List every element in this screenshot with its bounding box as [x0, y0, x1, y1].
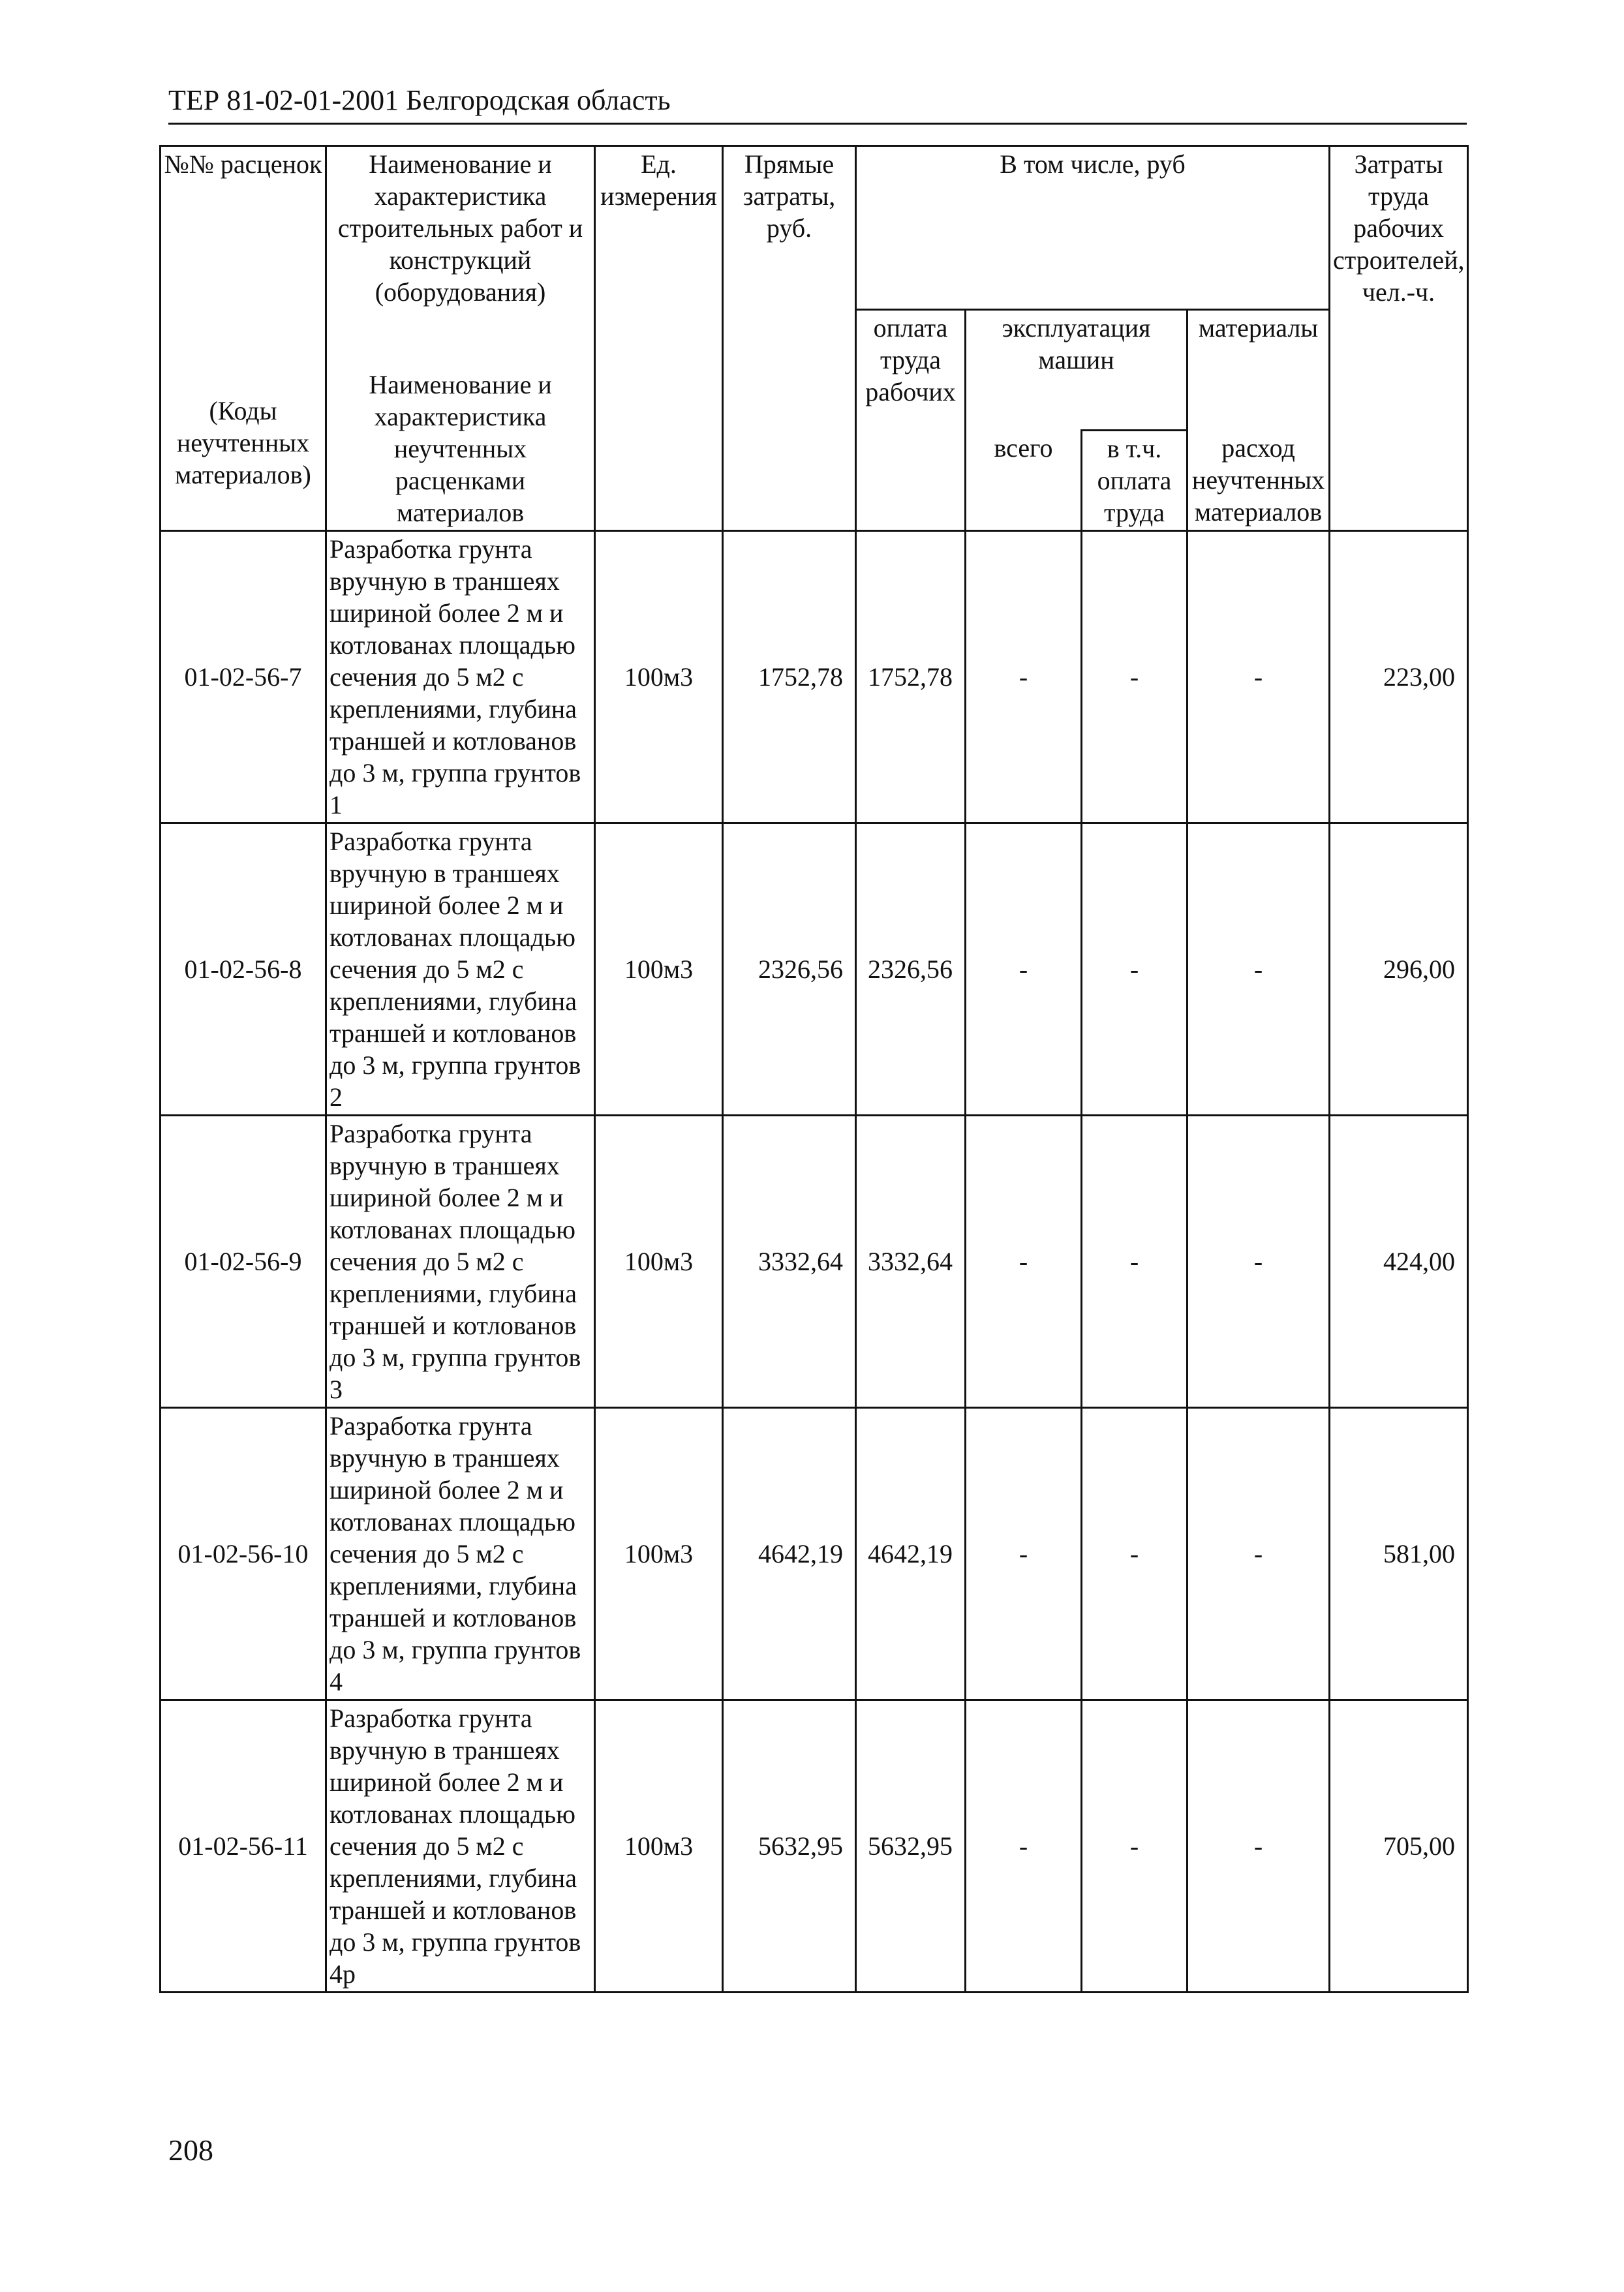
row-labor-cost: 424,00	[1330, 1116, 1468, 1408]
header-mach-labor: в т.ч. оплата труда	[1082, 431, 1187, 531]
row-mach-total: -	[966, 823, 1082, 1116]
header-code-alt: (Коды неучтенных материалов)	[175, 396, 311, 489]
header-machines: эксплуатация машин	[966, 309, 1187, 431]
row-code: 01-02-56-10	[161, 1408, 326, 1700]
row-materials: -	[1187, 1408, 1330, 1700]
header-name-alt-cell	[326, 309, 595, 531]
row-unit: 100м3	[595, 1700, 723, 1993]
row-mach-labor: -	[1082, 531, 1187, 823]
header-code-alt-cell	[161, 309, 326, 531]
table-row	[161, 823, 1468, 1116]
row-code: 01-02-56-9	[161, 1116, 326, 1408]
page-number: 208	[168, 2133, 213, 2167]
header-labor-pay: оплата труда рабочих	[856, 309, 966, 531]
header-mach-total: всего	[966, 431, 1082, 531]
row-mach-labor: -	[1082, 1116, 1187, 1408]
row-mach-total: -	[966, 531, 1082, 823]
row-materials: -	[1187, 1116, 1330, 1408]
page-header	[168, 82, 1467, 125]
row-mach-total: -	[966, 1700, 1082, 1993]
row-labor-pay: 1752,78	[856, 531, 966, 823]
table-row	[161, 531, 1468, 823]
row-code: 01-02-56-8	[161, 823, 326, 1116]
header-incl: В том числе, руб	[856, 146, 1330, 310]
row-mach-labor: -	[1082, 1700, 1187, 1993]
table-row	[161, 1408, 1468, 1700]
header-unit: Ед. измерения	[595, 146, 723, 531]
row-mach-total: -	[966, 1408, 1082, 1700]
row-materials: -	[1187, 531, 1330, 823]
header-materials: материалы	[1187, 309, 1330, 431]
row-code: 01-02-56-7	[161, 531, 326, 823]
row-direct: 4642,19	[723, 1408, 856, 1700]
header-code: №№ расценок	[161, 146, 326, 310]
row-labor-cost: 581,00	[1330, 1408, 1468, 1700]
header-name-alt: Наименование и характеристика неучтенных расценками материалов	[369, 370, 552, 527]
row-labor-pay: 5632,95	[856, 1700, 966, 1993]
row-description: Разработка грунта вручную в траншеях шириной более 2 м и котлованах площадью сечения до 5 м2 с креплениями, глубина траншей и котлованов до 3 м, группа грунтов 4р	[326, 1700, 595, 1993]
header-name: Наименование и характеристика строительных работ и конструкций (оборудования)	[326, 146, 595, 310]
row-materials: -	[1187, 823, 1330, 1116]
document-title: ТЕР 81-02-01-2001 Белгородская область	[168, 84, 671, 116]
row-mach-total: -	[966, 1116, 1082, 1408]
row-labor-pay: 2326,56	[856, 823, 966, 1116]
row-direct: 2326,56	[723, 823, 856, 1116]
row-labor-cost: 296,00	[1330, 823, 1468, 1116]
row-description: Разработка грунта вручную в траншеях шириной более 2 м и котлованах площадью сечения до 5 м2 с креплениями, глубина траншей и котлованов до 3 м, группа грунтов 3	[326, 1116, 595, 1408]
row-labor-pay: 4642,19	[856, 1408, 966, 1700]
row-unit: 100м3	[595, 823, 723, 1116]
row-mach-labor: -	[1082, 823, 1187, 1116]
row-direct: 3332,64	[723, 1116, 856, 1408]
table-row	[161, 1116, 1468, 1408]
row-materials: -	[1187, 1700, 1330, 1993]
row-labor-cost: 223,00	[1330, 531, 1468, 823]
row-unit: 100м3	[595, 531, 723, 823]
row-description: Разработка грунта вручную в траншеях шириной более 2 м и котлованах площадью сечения до 5 м2 с креплениями, глубина траншей и котлованов до 3 м, группа грунтов 2	[326, 823, 595, 1116]
rates-table	[159, 145, 1469, 1993]
row-labor-pay: 3332,64	[856, 1116, 966, 1408]
row-unit: 100м3	[595, 1116, 723, 1408]
row-labor-cost: 705,00	[1330, 1700, 1468, 1993]
row-description: Разработка грунта вручную в траншеях шириной более 2 м и котлованах площадью сечения до 5 м2 с креплениями, глубина траншей и котлованов до 3 м, группа грунтов 4	[326, 1408, 595, 1700]
row-direct: 1752,78	[723, 531, 856, 823]
row-unit: 100м3	[595, 1408, 723, 1700]
row-direct: 5632,95	[723, 1700, 856, 1993]
header-direct: Прямые затраты, руб.	[723, 146, 856, 531]
row-code: 01-02-56-11	[161, 1700, 326, 1993]
row-description: Разработка грунта вручную в траншеях шириной более 2 м и котлованах площадью сечения до 5 м2 с креплениями, глубина траншей и котлованов до 3 м, группа грунтов 1	[326, 531, 595, 823]
header-labor-cost: Затраты труда рабочих строителей, чел.-ч.	[1330, 146, 1468, 531]
row-mach-labor: -	[1082, 1408, 1187, 1700]
header-mat-usage: расход неучтенных материалов	[1187, 431, 1330, 531]
table-row	[161, 1700, 1468, 1993]
